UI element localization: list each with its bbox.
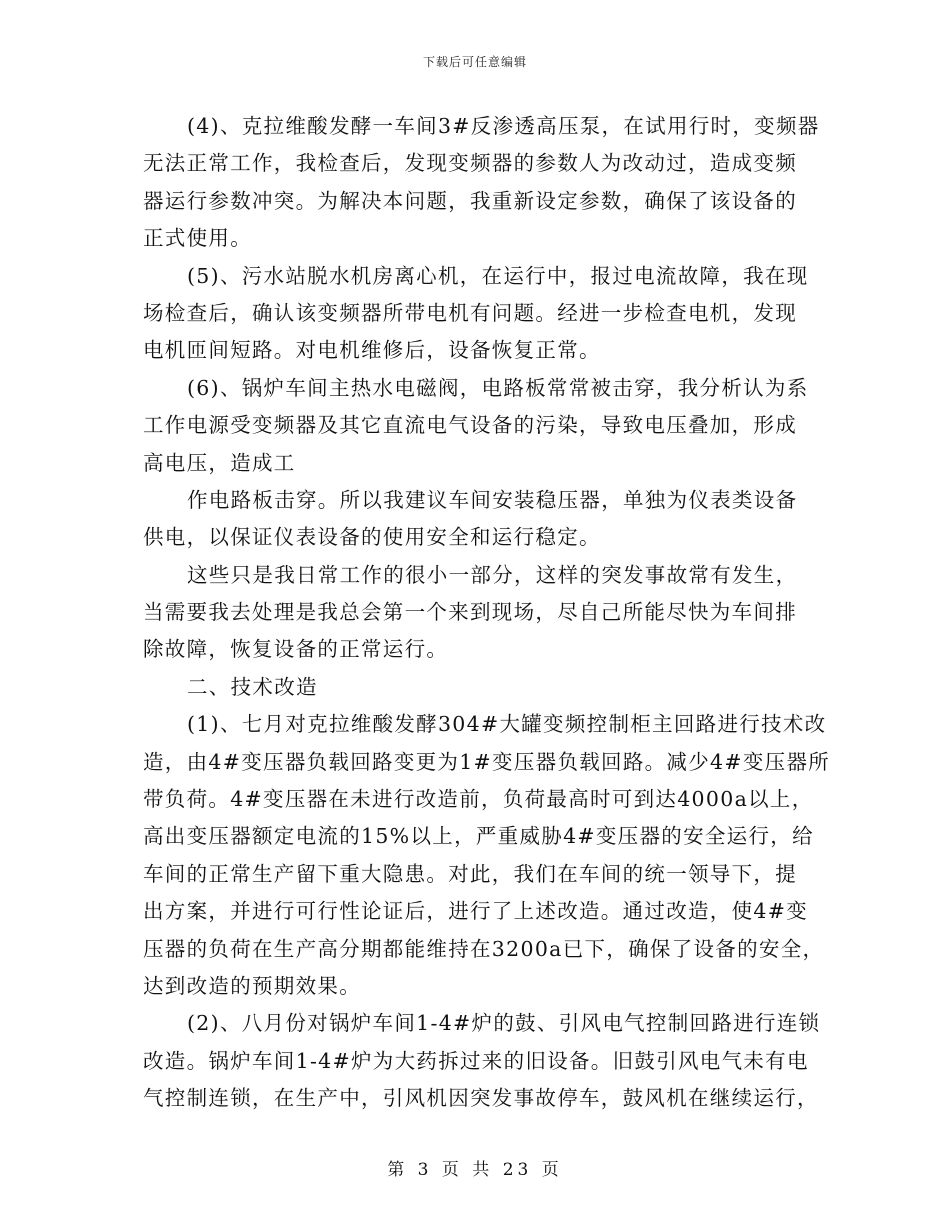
paragraph-line: 工作电源受变频器及其它直流电气设备的污染，导致电压叠加，形成 (143, 413, 797, 438)
paragraph-line: 出方案，并进行可行性论证后，进行了上述改造。通过改造，使4#变 (143, 899, 809, 924)
page-header: 下载后可任意编辑 (422, 55, 527, 69)
paragraph-line: 除故障，恢复设备的正常运行。 (143, 637, 449, 662)
paragraph-line: (1)、七月对克拉维酸发酵304#大罐变频控制柜主回路进行技术改 (187, 712, 827, 737)
paragraph-line: 高出变压器额定电流的15%以上，严重威胁4#变压器的安全运行，给 (143, 824, 814, 849)
paragraph-line: 达到改造的预期效果。 (143, 973, 361, 998)
paragraph-line: 正式使用。 (143, 226, 252, 251)
paragraph-line: 供电，以保证仪表设备的使用安全和运行稳定。 (143, 525, 601, 550)
section-heading: 二、技术改造 (187, 674, 318, 699)
paragraph-line: 器运行参数冲突。为解决本问题，我重新设定参数，确保了该设备的 (143, 188, 797, 213)
paragraph-line: (5)、污水站脱水机房离心机，在运行中，报过电流故障，我在现 (187, 263, 809, 288)
document-body (143, 108, 831, 1118)
paragraph-line: (4)、克拉维酸发酵一车间3#反渗透高压泵，在试用行时，变频器 (187, 114, 820, 138)
paragraph-line: 作电路板击穿。所以我建议车间安装稳压器，单独为仪表类设备 (187, 487, 798, 512)
paragraph-line: (2)、八月份对锅炉车间1-4#炉的鼓、引风电气控制回路进行连锁 (187, 1011, 821, 1036)
paragraph-line: 电机匝间短路。对电机维修后，设备恢复正常。 (143, 338, 601, 363)
paragraph-line: 气控制连锁，在生产中，引风机因突发事故停车，鼓风机在继续运行， (143, 1086, 819, 1111)
paragraph-line: 场检查后，确认该变频器所带电机有问题。经进一步检查电机，发现 (143, 300, 797, 325)
paragraph-line: 这些只是我日常工作的很小一部分，这样的突发事故常有发生， (187, 562, 798, 587)
paragraph-line: 无法正常工作，我检查后，发现变频器的参数人为改动过，造成变频 (143, 151, 797, 176)
paragraph-line: 当需要我去处理是我总会第一个来到现场，尽自己所能尽快为车间排 (143, 600, 797, 625)
paragraph-line: 改造。锅炉车间1-4#炉为大药拆过来的旧设备。旧鼓引风电气未有电 (143, 1048, 809, 1073)
paragraph-line: 压器的负荷在生产高分期都能维持在3200a已下，确保了设备的安全， (143, 936, 825, 961)
paragraph-line: 车间的正常生产留下重大隐患。对此，我们在车间的统一领导下，提 (143, 861, 797, 886)
paragraph-line: 高电压，造成工 (143, 450, 296, 475)
paragraph-line: (6)、锅炉车间主热水电磁阀，电路板常常被击穿，我分析认为系 (187, 375, 809, 400)
page-number: 第 3 页 共 23 页 (387, 1160, 563, 1180)
paragraph-line: 带负荷。4#变压器在未进行改造前，负荷最高时可到达4000a以上， (143, 787, 814, 812)
paragraph-line: 造，由4#变压器负载回路变更为1#变压器负载回路。减少4#变压器所 (143, 749, 831, 774)
